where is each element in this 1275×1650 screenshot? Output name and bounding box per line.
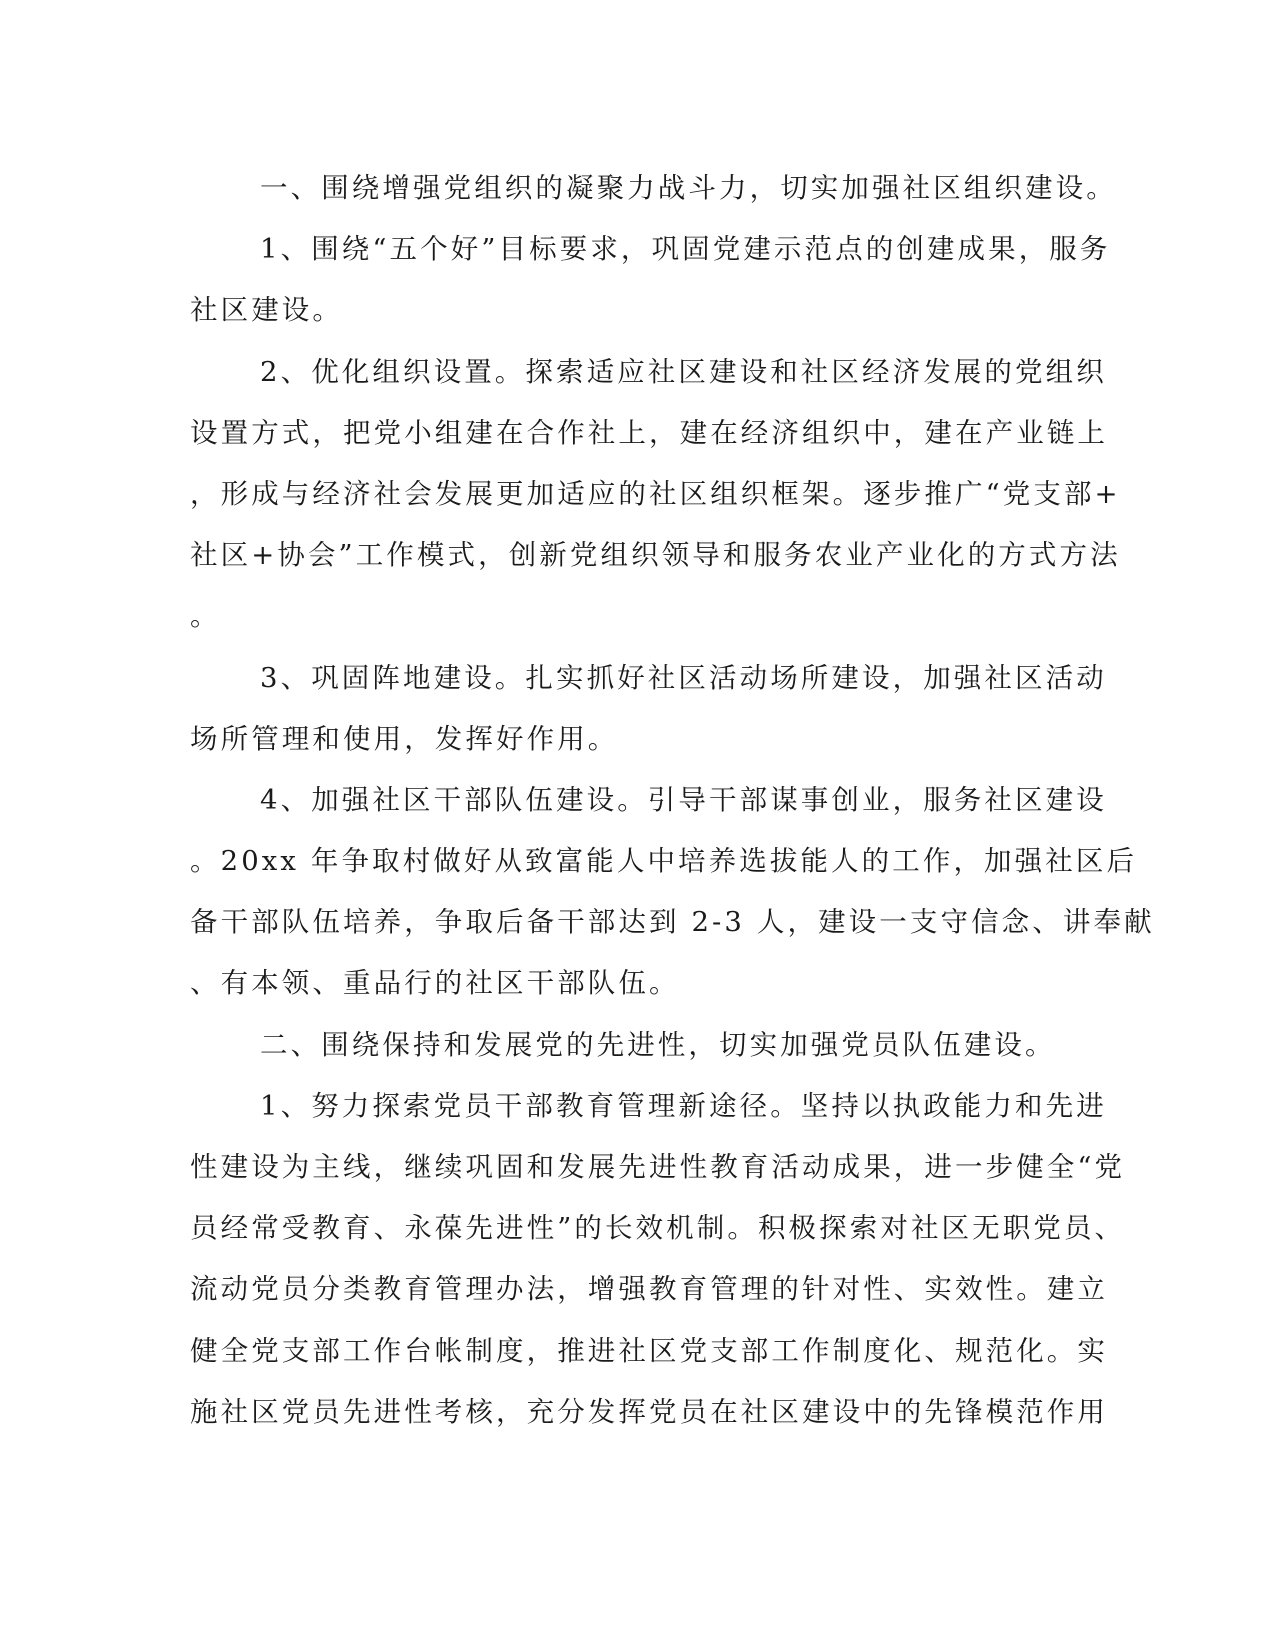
paragraph-line: 4、加强社区干部队伍建设。引导干部谋事创业，服务社区建设 xyxy=(260,783,1107,816)
paragraph-line: 员经常受教育、永葆先进性”的长效机制。积极探索对社区无职党员、 xyxy=(190,1212,1126,1245)
document-body xyxy=(190,158,1155,1443)
paragraph-line: 流动党员分类教育管理办法，增强教育管理的针对性、实效性。建立 xyxy=(190,1273,1108,1306)
paragraph-line: 2、优化组织设置。探索适应社区建设和社区经济发展的党组织 xyxy=(260,355,1107,388)
paragraph-line: 3、巩固阵地建设。扎实抓好社区活动场所建设，加强社区活动 xyxy=(260,661,1107,694)
paragraph-line: 1、努力探索党员干部教育管理新途径。坚持以执政能力和先进 xyxy=(260,1089,1107,1122)
paragraph-line: 。20xx 年争取村做好从致富能人中培养选拔能人的工作，加强社区后 xyxy=(190,845,1138,878)
paragraph-line: 场所管理和使用，发挥好作用。 xyxy=(190,722,619,755)
paragraph-line: 社区+协会”工作模式，创新党组织领导和服务农业产业化的方式方法 xyxy=(190,539,1121,572)
paragraph-line: 性建设为主线，继续巩固和发展先进性教育活动成果，进一步健全“党 xyxy=(190,1151,1126,1183)
paragraph-line: 施社区党员先进性考核，充分发挥党员在社区建设中的先锋模范作用 xyxy=(190,1395,1108,1428)
paragraph-line: 。 xyxy=(190,600,221,633)
paragraph-line: 设置方式，把党小组建在合作社上，建在经济组织中，建在产业链上 xyxy=(190,416,1108,449)
paragraph-line: ，形成与经济社会发展更加适应的社区组织框架。逐步推广“党支部+ xyxy=(190,477,1121,510)
paragraph-line: 、有本领、重品行的社区干部队伍。 xyxy=(190,967,680,1000)
paragraph-line: 1、围绕“五个好”目标要求，巩固党建示范点的创建成果，服务 xyxy=(260,233,1111,266)
paragraph-line: 社区建设。 xyxy=(190,294,343,327)
section-heading-1: 一、围绕增强党组织的凝聚力战斗力，切实加强社区组织建设。 xyxy=(260,172,1117,204)
paragraph-line: 备干部队伍培养，争取后备干部达到 2-3 人，建设一支守信念、讲奉献 xyxy=(190,906,1155,939)
section-heading-2: 二、围绕保持和发展党的先进性，切实加强党员队伍建设。 xyxy=(260,1028,1056,1061)
paragraph-line: 健全党支部工作台帐制度，推进社区党支部工作制度化、规范化。实 xyxy=(190,1334,1108,1367)
